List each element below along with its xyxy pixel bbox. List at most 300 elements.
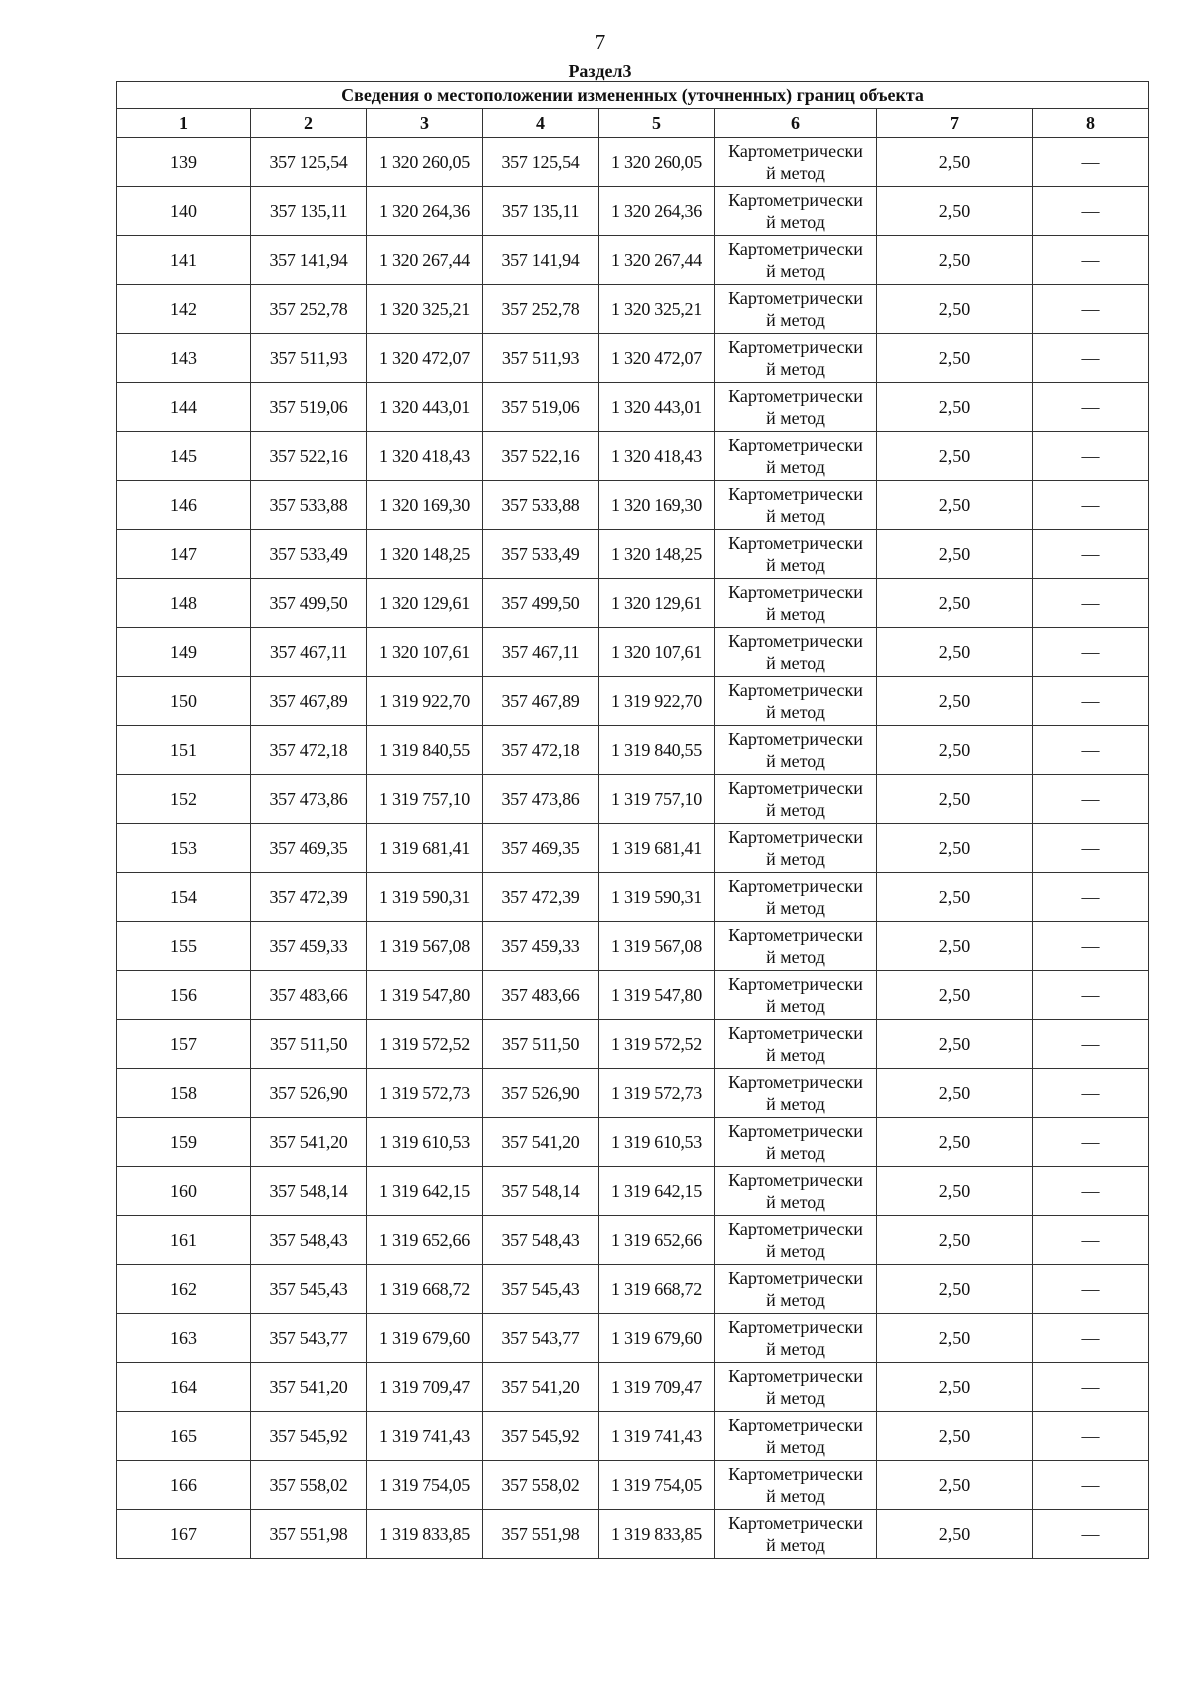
point-number-cell: 143 — [117, 334, 251, 383]
x-new-cell: 357 558,02 — [483, 1461, 599, 1510]
accuracy-cell: 2,50 — [877, 1461, 1033, 1510]
method-line-1: Картометрически — [728, 1170, 863, 1190]
x-old-cell: 357 473,86 — [251, 775, 367, 824]
description-cell: — — [1033, 1167, 1149, 1216]
y-old-cell: 1 319 610,53 — [367, 1118, 483, 1167]
x-new-cell: 357 252,78 — [483, 285, 599, 334]
point-number-cell: 156 — [117, 971, 251, 1020]
x-new-cell: 357 467,89 — [483, 677, 599, 726]
column-header: 4 — [483, 109, 599, 138]
accuracy-cell: 2,50 — [877, 1069, 1033, 1118]
method-line-2: й метод — [766, 604, 825, 624]
accuracy-cell: 2,50 — [877, 1363, 1033, 1412]
method-cell — [715, 285, 877, 334]
y-new-cell: 1 320 264,36 — [599, 187, 715, 236]
method-line-2: й метод — [766, 996, 825, 1016]
x-new-cell: 357 141,94 — [483, 236, 599, 285]
method-cell — [715, 1363, 877, 1412]
y-old-cell: 1 319 840,55 — [367, 726, 483, 775]
method-line-2: й метод — [766, 1241, 825, 1261]
method-line-2: й метод — [766, 408, 825, 428]
method-line-1: Картометрически — [728, 729, 863, 749]
point-number-cell: 141 — [117, 236, 251, 285]
x-new-cell: 357 459,33 — [483, 922, 599, 971]
y-old-cell: 1 319 741,43 — [367, 1412, 483, 1461]
description-cell: — — [1033, 1069, 1149, 1118]
y-new-cell: 1 320 107,61 — [599, 628, 715, 677]
y-new-cell: 1 320 418,43 — [599, 432, 715, 481]
x-old-cell: 357 545,43 — [251, 1265, 367, 1314]
method-line-1: Картометрически — [728, 778, 863, 798]
y-old-cell: 1 319 547,80 — [367, 971, 483, 1020]
y-old-cell: 1 319 679,60 — [367, 1314, 483, 1363]
accuracy-cell: 2,50 — [877, 1118, 1033, 1167]
point-number-cell: 165 — [117, 1412, 251, 1461]
point-number-cell: 161 — [117, 1216, 251, 1265]
x-old-cell: 357 541,20 — [251, 1363, 367, 1412]
method-line-2: й метод — [766, 751, 825, 771]
method-line-2: й метод — [766, 457, 825, 477]
table-row — [117, 1216, 1149, 1265]
method-line-1: Картометрически — [728, 190, 863, 210]
accuracy-cell: 2,50 — [877, 922, 1033, 971]
method-cell — [715, 383, 877, 432]
y-new-cell: 1 319 741,43 — [599, 1412, 715, 1461]
method-cell — [715, 922, 877, 971]
y-old-cell: 1 320 267,44 — [367, 236, 483, 285]
y-new-cell: 1 320 148,25 — [599, 530, 715, 579]
point-number-cell: 153 — [117, 824, 251, 873]
method-cell — [715, 971, 877, 1020]
y-new-cell: 1 319 754,05 — [599, 1461, 715, 1510]
point-number-cell: 139 — [117, 138, 251, 187]
accuracy-cell: 2,50 — [877, 1510, 1033, 1559]
table-row — [117, 922, 1149, 971]
description-cell: — — [1033, 187, 1149, 236]
x-old-cell: 357 135,11 — [251, 187, 367, 236]
method-line-1: Картометрически — [728, 680, 863, 700]
accuracy-cell: 2,50 — [877, 1216, 1033, 1265]
method-line-1: Картометрически — [728, 1317, 863, 1337]
x-old-cell: 357 467,11 — [251, 628, 367, 677]
y-old-cell: 1 320 472,07 — [367, 334, 483, 383]
x-old-cell: 357 125,54 — [251, 138, 367, 187]
table-row — [117, 824, 1149, 873]
x-old-cell: 357 469,35 — [251, 824, 367, 873]
accuracy-cell: 2,50 — [877, 824, 1033, 873]
accuracy-cell: 2,50 — [877, 1412, 1033, 1461]
method-line-2: й метод — [766, 1437, 825, 1457]
table-row — [117, 1510, 1149, 1559]
x-new-cell: 357 522,16 — [483, 432, 599, 481]
description-cell: — — [1033, 824, 1149, 873]
x-new-cell: 357 551,98 — [483, 1510, 599, 1559]
method-line-2: й метод — [766, 555, 825, 575]
accuracy-cell: 2,50 — [877, 187, 1033, 236]
method-cell — [715, 1167, 877, 1216]
y-old-cell: 1 320 325,21 — [367, 285, 483, 334]
x-old-cell: 357 467,89 — [251, 677, 367, 726]
method-line-2: й метод — [766, 163, 825, 183]
x-old-cell: 357 511,93 — [251, 334, 367, 383]
description-cell: — — [1033, 1216, 1149, 1265]
x-old-cell: 357 141,94 — [251, 236, 367, 285]
description-cell: — — [1033, 873, 1149, 922]
description-cell: — — [1033, 285, 1149, 334]
method-line-1: Картометрически — [728, 141, 863, 161]
accuracy-cell: 2,50 — [877, 383, 1033, 432]
method-cell — [715, 138, 877, 187]
x-new-cell: 357 511,93 — [483, 334, 599, 383]
method-line-2: й метод — [766, 702, 825, 722]
table-row — [117, 530, 1149, 579]
method-line-1: Картометрически — [728, 1219, 863, 1239]
method-cell — [715, 1216, 877, 1265]
method-line-2: й метод — [766, 1535, 825, 1555]
method-line-2: й метод — [766, 653, 825, 673]
y-old-cell: 1 319 652,66 — [367, 1216, 483, 1265]
point-number-cell: 155 — [117, 922, 251, 971]
accuracy-cell: 2,50 — [877, 138, 1033, 187]
x-old-cell: 357 558,02 — [251, 1461, 367, 1510]
table-row — [117, 481, 1149, 530]
x-new-cell: 357 548,14 — [483, 1167, 599, 1216]
method-line-2: й метод — [766, 1094, 825, 1114]
x-new-cell: 357 511,50 — [483, 1020, 599, 1069]
x-old-cell: 357 548,43 — [251, 1216, 367, 1265]
x-old-cell: 357 472,18 — [251, 726, 367, 775]
accuracy-cell: 2,50 — [877, 432, 1033, 481]
description-cell: — — [1033, 628, 1149, 677]
y-old-cell: 1 320 129,61 — [367, 579, 483, 628]
y-new-cell: 1 319 833,85 — [599, 1510, 715, 1559]
x-old-cell: 357 526,90 — [251, 1069, 367, 1118]
x-old-cell: 357 499,50 — [251, 579, 367, 628]
point-number-cell: 154 — [117, 873, 251, 922]
x-old-cell: 357 541,20 — [251, 1118, 367, 1167]
column-header: 1 — [117, 109, 251, 138]
method-cell — [715, 1461, 877, 1510]
method-line-1: Картометрически — [728, 827, 863, 847]
y-old-cell: 1 319 590,31 — [367, 873, 483, 922]
description-cell: — — [1033, 1510, 1149, 1559]
method-cell — [715, 334, 877, 383]
table-row — [117, 334, 1149, 383]
y-old-cell: 1 319 922,70 — [367, 677, 483, 726]
table-row — [117, 1069, 1149, 1118]
method-cell — [715, 1314, 877, 1363]
method-cell — [715, 677, 877, 726]
y-new-cell: 1 319 709,47 — [599, 1363, 715, 1412]
description-cell: — — [1033, 1020, 1149, 1069]
table-row — [117, 1265, 1149, 1314]
table-row — [117, 873, 1149, 922]
accuracy-cell: 2,50 — [877, 971, 1033, 1020]
y-old-cell: 1 320 148,25 — [367, 530, 483, 579]
method-line-2: й метод — [766, 800, 825, 820]
description-cell: — — [1033, 1314, 1149, 1363]
description-cell: — — [1033, 334, 1149, 383]
accuracy-cell: 2,50 — [877, 481, 1033, 530]
y-new-cell: 1 319 840,55 — [599, 726, 715, 775]
point-number-cell: 162 — [117, 1265, 251, 1314]
x-new-cell: 357 545,43 — [483, 1265, 599, 1314]
method-line-2: й метод — [766, 310, 825, 330]
y-new-cell: 1 320 443,01 — [599, 383, 715, 432]
column-header: 2 — [251, 109, 367, 138]
table-row — [117, 628, 1149, 677]
x-new-cell: 357 467,11 — [483, 628, 599, 677]
method-line-1: Картометрически — [728, 386, 863, 406]
method-line-1: Картометрически — [728, 1464, 863, 1484]
point-number-cell: 157 — [117, 1020, 251, 1069]
description-cell: — — [1033, 1118, 1149, 1167]
accuracy-cell: 2,50 — [877, 236, 1033, 285]
point-number-cell: 148 — [117, 579, 251, 628]
y-new-cell: 1 319 547,80 — [599, 971, 715, 1020]
description-cell: — — [1033, 775, 1149, 824]
method-line-2: й метод — [766, 1143, 825, 1163]
y-new-cell: 1 319 610,53 — [599, 1118, 715, 1167]
method-cell — [715, 1118, 877, 1167]
y-old-cell: 1 319 642,15 — [367, 1167, 483, 1216]
table-caption-row — [117, 82, 1149, 109]
point-number-cell: 166 — [117, 1461, 251, 1510]
accuracy-cell: 2,50 — [877, 726, 1033, 775]
y-new-cell: 1 319 572,52 — [599, 1020, 715, 1069]
column-header: 7 — [877, 109, 1033, 138]
method-line-2: й метод — [766, 849, 825, 869]
point-number-cell: 152 — [117, 775, 251, 824]
x-old-cell: 357 548,14 — [251, 1167, 367, 1216]
x-old-cell: 357 545,92 — [251, 1412, 367, 1461]
y-new-cell: 1 320 267,44 — [599, 236, 715, 285]
point-number-cell: 146 — [117, 481, 251, 530]
x-old-cell: 357 543,77 — [251, 1314, 367, 1363]
method-cell — [715, 824, 877, 873]
method-line-1: Картометрически — [728, 1072, 863, 1092]
accuracy-cell: 2,50 — [877, 334, 1033, 383]
method-line-1: Картометрически — [728, 631, 863, 651]
y-new-cell: 1 319 590,31 — [599, 873, 715, 922]
y-old-cell: 1 320 264,36 — [367, 187, 483, 236]
y-new-cell: 1 319 668,72 — [599, 1265, 715, 1314]
accuracy-cell: 2,50 — [877, 873, 1033, 922]
method-line-1: Картометрически — [728, 582, 863, 602]
method-cell — [715, 481, 877, 530]
table-row — [117, 726, 1149, 775]
y-new-cell: 1 319 572,73 — [599, 1069, 715, 1118]
table-row — [117, 775, 1149, 824]
x-new-cell: 357 526,90 — [483, 1069, 599, 1118]
point-number-cell: 150 — [117, 677, 251, 726]
method-cell — [715, 1265, 877, 1314]
y-old-cell: 1 319 567,08 — [367, 922, 483, 971]
point-number-cell: 147 — [117, 530, 251, 579]
y-old-cell: 1 320 443,01 — [367, 383, 483, 432]
y-new-cell: 1 319 679,60 — [599, 1314, 715, 1363]
y-old-cell: 1 319 572,52 — [367, 1020, 483, 1069]
x-new-cell: 357 473,86 — [483, 775, 599, 824]
description-cell: — — [1033, 579, 1149, 628]
method-line-1: Картометрически — [728, 1023, 863, 1043]
method-line-2: й метод — [766, 1045, 825, 1065]
method-cell — [715, 579, 877, 628]
method-cell — [715, 530, 877, 579]
y-old-cell: 1 319 709,47 — [367, 1363, 483, 1412]
description-cell: — — [1033, 971, 1149, 1020]
description-cell: — — [1033, 1363, 1149, 1412]
accuracy-cell: 2,50 — [877, 1265, 1033, 1314]
y-old-cell: 1 319 833,85 — [367, 1510, 483, 1559]
y-old-cell: 1 319 668,72 — [367, 1265, 483, 1314]
x-new-cell: 357 472,18 — [483, 726, 599, 775]
accuracy-cell: 2,50 — [877, 1314, 1033, 1363]
method-cell — [715, 236, 877, 285]
method-line-1: Картометрически — [728, 288, 863, 308]
method-line-2: й метод — [766, 359, 825, 379]
x-new-cell: 357 541,20 — [483, 1363, 599, 1412]
table-body — [117, 138, 1149, 1559]
point-number-cell: 159 — [117, 1118, 251, 1167]
table-row — [117, 383, 1149, 432]
y-new-cell: 1 319 681,41 — [599, 824, 715, 873]
method-line-2: й метод — [766, 1486, 825, 1506]
x-old-cell: 357 522,16 — [251, 432, 367, 481]
method-line-2: й метод — [766, 1192, 825, 1212]
column-header: 5 — [599, 109, 715, 138]
x-old-cell: 357 472,39 — [251, 873, 367, 922]
y-old-cell: 1 320 169,30 — [367, 481, 483, 530]
x-new-cell: 357 545,92 — [483, 1412, 599, 1461]
point-number-cell: 151 — [117, 726, 251, 775]
table-row — [117, 1314, 1149, 1363]
table-row — [117, 1020, 1149, 1069]
method-line-2: й метод — [766, 261, 825, 281]
point-number-cell: 142 — [117, 285, 251, 334]
method-cell — [715, 1412, 877, 1461]
method-line-2: й метод — [766, 1290, 825, 1310]
x-new-cell: 357 541,20 — [483, 1118, 599, 1167]
table-row — [117, 1363, 1149, 1412]
method-line-1: Картометрически — [728, 239, 863, 259]
x-new-cell: 357 533,49 — [483, 530, 599, 579]
x-new-cell: 357 472,39 — [483, 873, 599, 922]
boundary-coordinates-table — [116, 81, 1149, 1559]
y-new-cell: 1 319 922,70 — [599, 677, 715, 726]
point-number-cell: 160 — [117, 1167, 251, 1216]
method-line-1: Картометрически — [728, 1121, 863, 1141]
y-new-cell: 1 320 325,21 — [599, 285, 715, 334]
accuracy-cell: 2,50 — [877, 628, 1033, 677]
x-new-cell: 357 125,54 — [483, 138, 599, 187]
x-old-cell: 357 511,50 — [251, 1020, 367, 1069]
method-line-1: Картометрически — [728, 1513, 863, 1533]
y-new-cell: 1 319 652,66 — [599, 1216, 715, 1265]
x-old-cell: 357 459,33 — [251, 922, 367, 971]
x-new-cell: 357 543,77 — [483, 1314, 599, 1363]
y-new-cell: 1 319 567,08 — [599, 922, 715, 971]
point-number-cell: 158 — [117, 1069, 251, 1118]
description-cell: — — [1033, 432, 1149, 481]
y-new-cell: 1 319 642,15 — [599, 1167, 715, 1216]
method-line-1: Картометрически — [728, 1268, 863, 1288]
table-caption: Сведения о местоположении измененных (уточненных) границ объекта — [117, 82, 1149, 109]
column-header: 6 — [715, 109, 877, 138]
y-new-cell: 1 319 757,10 — [599, 775, 715, 824]
table-row — [117, 236, 1149, 285]
method-line-1: Картометрически — [728, 1415, 863, 1435]
y-old-cell: 1 320 107,61 — [367, 628, 483, 677]
method-line-1: Картометрически — [728, 925, 863, 945]
method-line-1: Картометрически — [728, 533, 863, 553]
x-old-cell: 357 519,06 — [251, 383, 367, 432]
accuracy-cell: 2,50 — [877, 1167, 1033, 1216]
point-number-cell: 144 — [117, 383, 251, 432]
description-cell: — — [1033, 530, 1149, 579]
x-new-cell: 357 469,35 — [483, 824, 599, 873]
table-row — [117, 138, 1149, 187]
column-header: 3 — [367, 109, 483, 138]
table-row — [117, 1412, 1149, 1461]
table-row — [117, 285, 1149, 334]
point-number-cell: 164 — [117, 1363, 251, 1412]
x-old-cell: 357 551,98 — [251, 1510, 367, 1559]
y-old-cell: 1 320 418,43 — [367, 432, 483, 481]
point-number-cell: 149 — [117, 628, 251, 677]
method-cell — [715, 1510, 877, 1559]
method-cell — [715, 873, 877, 922]
description-cell: — — [1033, 1412, 1149, 1461]
accuracy-cell: 2,50 — [877, 1020, 1033, 1069]
method-cell — [715, 628, 877, 677]
x-old-cell: 357 533,49 — [251, 530, 367, 579]
point-number-cell: 145 — [117, 432, 251, 481]
x-old-cell: 357 483,66 — [251, 971, 367, 1020]
accuracy-cell: 2,50 — [877, 285, 1033, 334]
y-old-cell: 1 319 754,05 — [367, 1461, 483, 1510]
x-old-cell: 357 533,88 — [251, 481, 367, 530]
section-title: Раздел3 — [568, 61, 632, 81]
y-new-cell: 1 320 129,61 — [599, 579, 715, 628]
x-new-cell: 357 533,88 — [483, 481, 599, 530]
point-number-cell: 163 — [117, 1314, 251, 1363]
method-line-1: Картометрически — [728, 484, 863, 504]
method-line-1: Картометрически — [728, 435, 863, 455]
page-number: 7 — [594, 30, 606, 54]
method-cell — [715, 187, 877, 236]
accuracy-cell: 2,50 — [877, 579, 1033, 628]
method-line-1: Картометрически — [728, 337, 863, 357]
description-cell: — — [1033, 1265, 1149, 1314]
table-row — [117, 1167, 1149, 1216]
x-old-cell: 357 252,78 — [251, 285, 367, 334]
method-line-2: й метод — [766, 506, 825, 526]
point-number-cell: 140 — [117, 187, 251, 236]
method-line-1: Картометрически — [728, 876, 863, 896]
method-cell — [715, 1020, 877, 1069]
table-row — [117, 187, 1149, 236]
method-cell — [715, 726, 877, 775]
accuracy-cell: 2,50 — [877, 775, 1033, 824]
table-row — [117, 971, 1149, 1020]
description-cell: — — [1033, 481, 1149, 530]
description-cell: — — [1033, 236, 1149, 285]
column-header-row — [117, 109, 1149, 138]
description-cell: — — [1033, 726, 1149, 775]
description-cell: — — [1033, 677, 1149, 726]
method-line-2: й метод — [766, 212, 825, 232]
